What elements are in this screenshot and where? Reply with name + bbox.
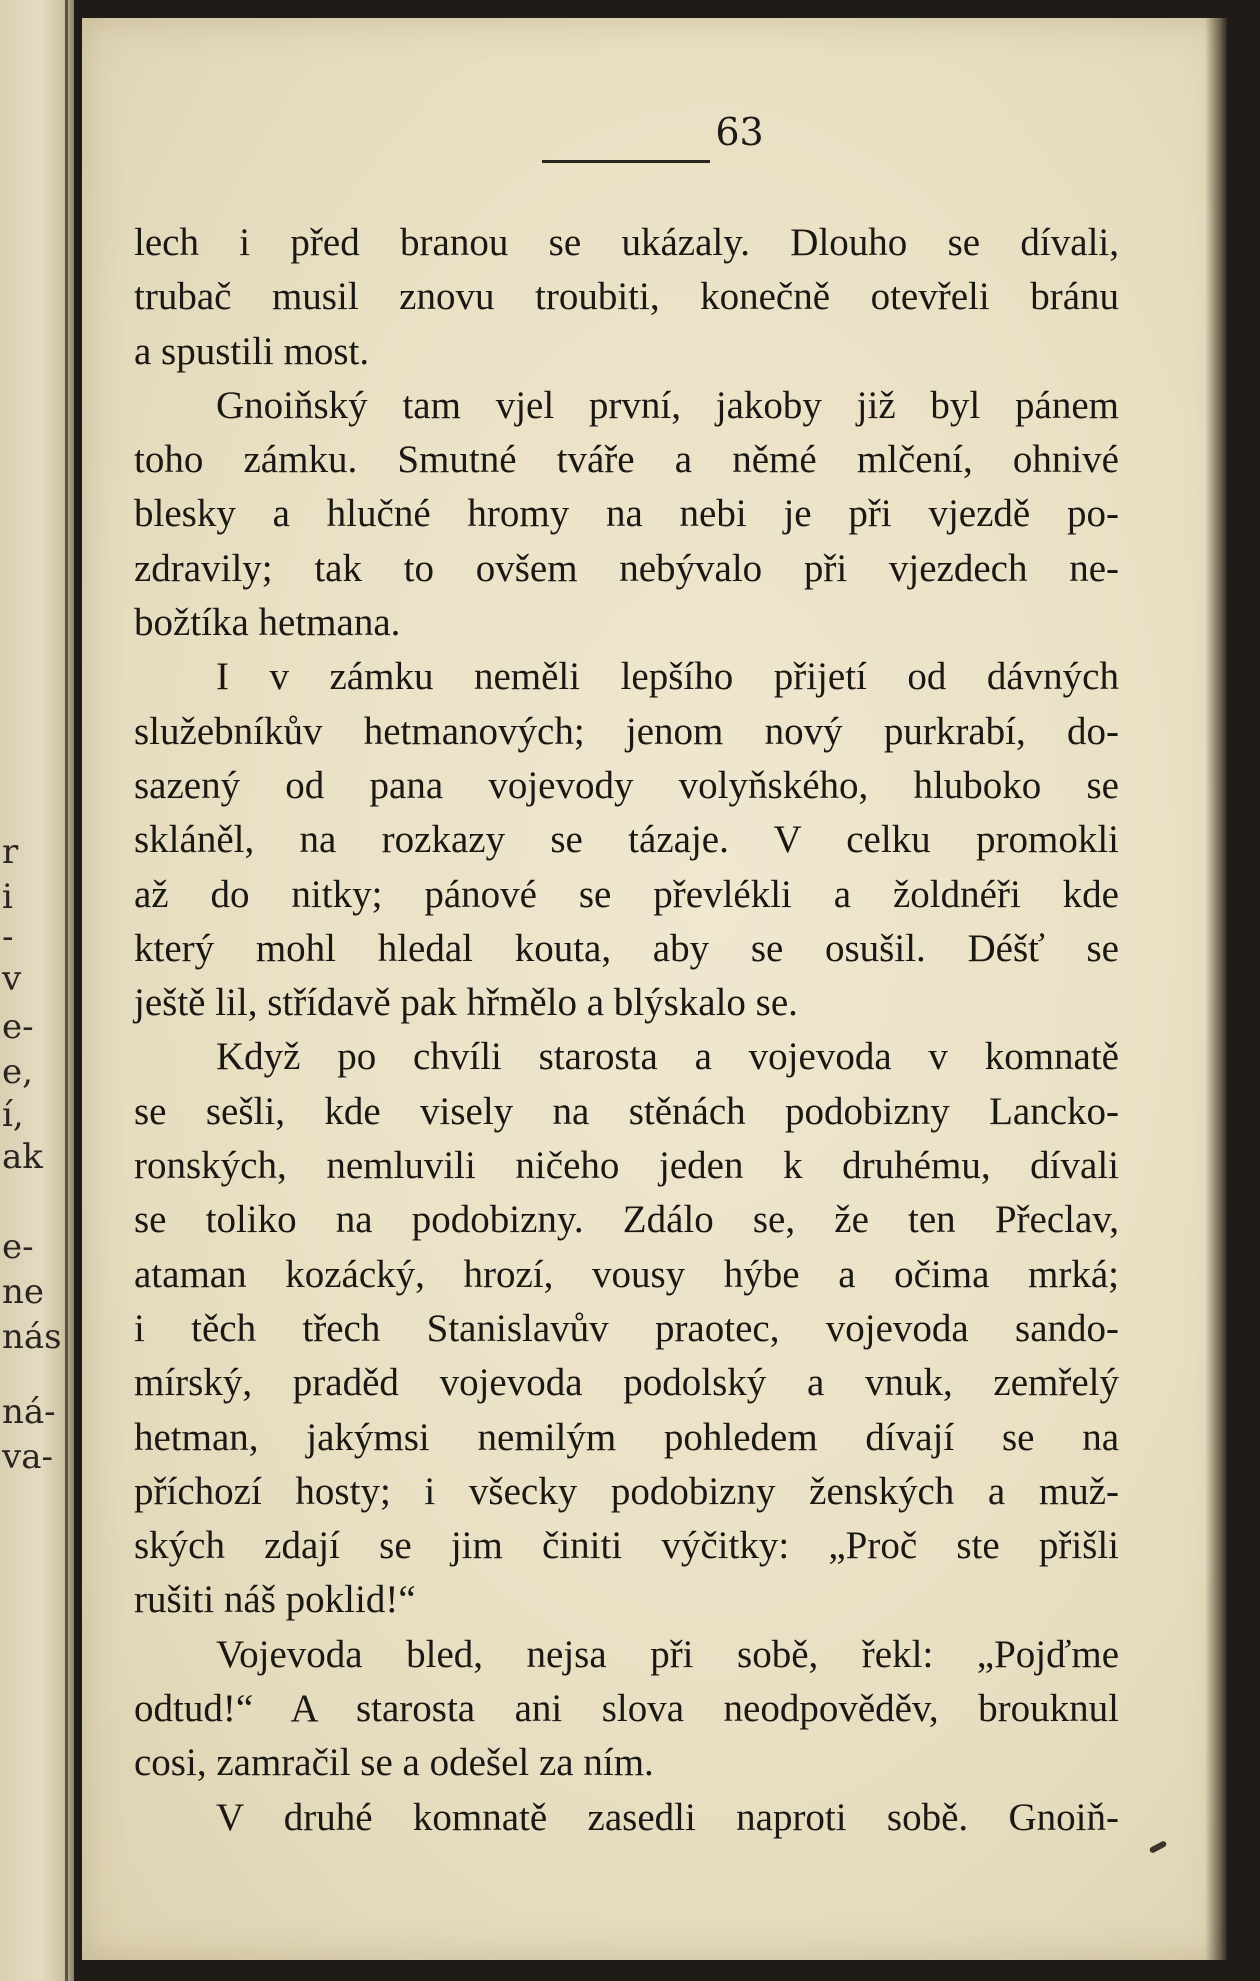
text-line: a spustili most. — [134, 329, 370, 373]
text-line: odtud!“ A starosta ani slova neodpověděv, brouknul — [134, 1687, 1119, 1731]
text-line: božtíka hetmana. — [134, 601, 401, 645]
body-text — [134, 216, 1119, 1845]
text-line: až do nitky; pánové se převlékli a žoldnéři kde — [134, 872, 1119, 916]
previous-page-fragment: ne — [2, 1272, 45, 1312]
text-line: i těch třech Stanislavův praotec, vojevoda sando- — [134, 1306, 1119, 1350]
ink-mark — [1149, 1840, 1168, 1854]
text-line: ských zdají se jim činiti výčitky: „Proč ste přišli — [134, 1524, 1119, 1568]
book-page — [82, 18, 1227, 1960]
previous-page-fragment: ná- — [2, 1392, 56, 1432]
text-line: toho zámku. Smutné tváře a němé mlčení, ohnivé — [134, 438, 1119, 482]
previous-page-fragment: v — [2, 959, 22, 999]
text-line: služebníkův hetmanových; jenom nový purkrabí, do- — [134, 709, 1119, 753]
text-line: blesky a hlučné hromy na nebi je při vjezdě po- — [134, 492, 1119, 536]
text-line: lech i před branou se ukázaly. Dlouho se dívali, — [134, 221, 1119, 264]
previous-page-fragment: i — [2, 877, 13, 917]
previous-page-fragment: - — [2, 917, 14, 957]
text-line: cosi, zamračil se a odešel za ním. — [134, 1741, 654, 1785]
page-header — [82, 18, 1227, 178]
text-line: sazený od pana vojevody volyňského, hluboko se — [134, 763, 1119, 807]
previous-page-edge — [0, 0, 74, 1981]
text-line: mírský, praděd vojevoda podolský a vnuk, zemřelý — [134, 1361, 1119, 1405]
text-line: se sešli, kde visely na stěnách podobizny Lancko- — [134, 1089, 1119, 1133]
previous-page-fragment: í, — [2, 1095, 24, 1135]
text-line: ještě lil, střídavě pak hřmělo a blýskalo se. — [134, 981, 798, 1025]
previous-page-fragment: nás — [2, 1317, 62, 1357]
previous-page-fragment: e, — [2, 1052, 33, 1092]
text-line: zdravily; tak to ovšem nebývalo při vjezdech ne- — [134, 546, 1119, 590]
previous-page-fragment: va- — [2, 1437, 53, 1477]
text-line: I v zámku neměli lepšího přijetí od dávných — [216, 655, 1119, 699]
text-line: který mohl hledal kouta, aby se osušil. Déšť se — [134, 926, 1119, 970]
text-line: V druhé komnatě zasedli naproti sobě. Gnoiň- — [216, 1795, 1119, 1839]
text-line: Gnoiňský tam vjel první, jakoby již byl pánem — [216, 383, 1119, 427]
page-right-edge-shadow — [1205, 18, 1227, 1960]
previous-page-fragment: e- — [2, 1227, 34, 1267]
text-line: rušiti náš poklid!“ — [134, 1578, 416, 1622]
text-line: se toliko na podobizny. Zdálo se, že ten Přeclav, — [134, 1198, 1119, 1242]
previous-page-fragment: e- — [2, 1007, 34, 1047]
text-line: Když po chvíli starosta a vojevoda v komnatě — [216, 1035, 1119, 1079]
text-line: skláněl, na rozkazy se tázaje. V celku promokli — [134, 818, 1119, 862]
previous-page-fragment: ak — [2, 1137, 43, 1177]
text-line: trubač musil znovu troubiti, konečně otevřeli bránu — [134, 275, 1119, 319]
text-line: ronských, nemluvili ničeho jeden k druhému, dívali — [134, 1144, 1119, 1188]
text-line: ataman kozácký, hrozí, vousy hýbe a očima mrká; — [134, 1252, 1119, 1296]
previous-page-fragment: r — [2, 832, 19, 872]
header-rule — [542, 160, 710, 163]
text-line: příchozí hosty; i všecky podobizny ženských a muž- — [134, 1469, 1119, 1513]
page-number: 63 — [715, 110, 764, 154]
text-line: hetman, jakýmsi nemilým pohledem dívají se na — [134, 1415, 1119, 1459]
text-line: Vojevoda bled, nejsa při sobě, řekl: „Pojďme — [216, 1632, 1119, 1676]
